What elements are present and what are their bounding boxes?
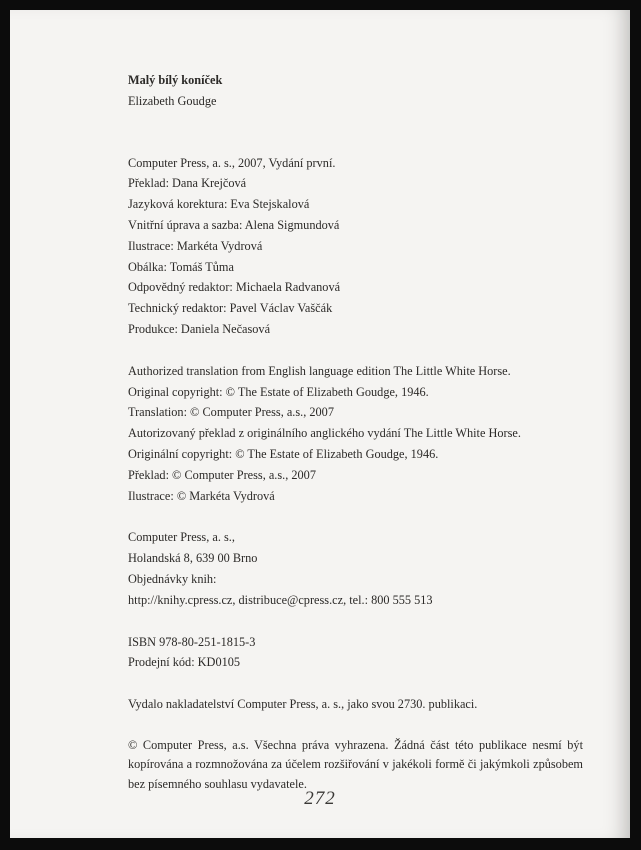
- publisher-address: [128, 527, 583, 610]
- rights-line: Překlad: © Computer Press, a.s., 2007: [128, 467, 316, 482]
- publisher-line: Computer Press, a. s.,: [128, 530, 235, 545]
- rights-line: Ilustrace: © Markéta Vydrová: [128, 488, 275, 503]
- imprint-block: [128, 70, 583, 794]
- rights-line: Original copyright: © The Estate of Elizabeth Goudge, 1946.: [128, 384, 429, 399]
- credit-line: Produkce: Daniela Nečasová: [128, 321, 271, 336]
- isbn-line: ISBN 978-80-251-1815-3: [128, 634, 256, 649]
- copyright-notice: © Computer Press, a.s. Všechna práva vyhrazena. Žádná část této publikace nesmí být kopírována a rozmnožována za účelem rozšiřování v jakékoli formě či jakýmkoli způsobem bez písemného souhlasu vydavatele.: [128, 737, 583, 791]
- credit-line: Ilustrace: Markéta Vydrová: [128, 238, 263, 253]
- rights-line: Translation: © Computer Press, a.s., 2007: [128, 405, 334, 420]
- rights-line: Authorized translation from English language edition The Little White Horse.: [128, 363, 511, 378]
- publisher-line: Objednávky knih:: [128, 571, 217, 586]
- isbn-block: [128, 632, 583, 674]
- rights-line: Originální copyright: © The Estate of Elizabeth Goudge, 1946.: [128, 446, 439, 461]
- book-page: [10, 10, 630, 838]
- rights-line: Autorizovaný překlad z originálního anglického vydání The Little White Horse.: [128, 426, 521, 441]
- credits-list: [128, 153, 583, 340]
- product-code-line: Prodejní kód: KD0105: [128, 655, 241, 670]
- page-number: 272: [304, 788, 336, 809]
- publication-note: Vydalo nakladatelství Computer Press, a. s., jako svou 2730. publikaci.: [128, 697, 478, 712]
- credit-line: Překlad: Dana Krejčová: [128, 176, 247, 191]
- publisher-line: Holandská 8, 639 00 Brno: [128, 551, 258, 566]
- credit-line: Jazyková korektura: Eva Stejskalová: [128, 197, 310, 212]
- book-title: Malý bílý koníček: [128, 73, 223, 87]
- credit-line: Vnitřní úprava a sazba: Alena Sigmundová: [128, 217, 340, 232]
- publisher-line: http://knihy.cpress.cz, distribuce@cpress.cz, tel.: 800 555 513: [128, 592, 433, 607]
- rights-list: [128, 361, 583, 507]
- credit-line: Odpovědný redaktor: Michaela Radvanová: [128, 280, 341, 295]
- credit-line: Obálka: Tomáš Tůma: [128, 259, 234, 274]
- credit-line: Technický redaktor: Pavel Václav Vaščák: [128, 301, 333, 316]
- credit-line: Computer Press, a. s., 2007, Vydání první.: [128, 155, 336, 170]
- book-author: Elizabeth Goudge: [128, 93, 217, 108]
